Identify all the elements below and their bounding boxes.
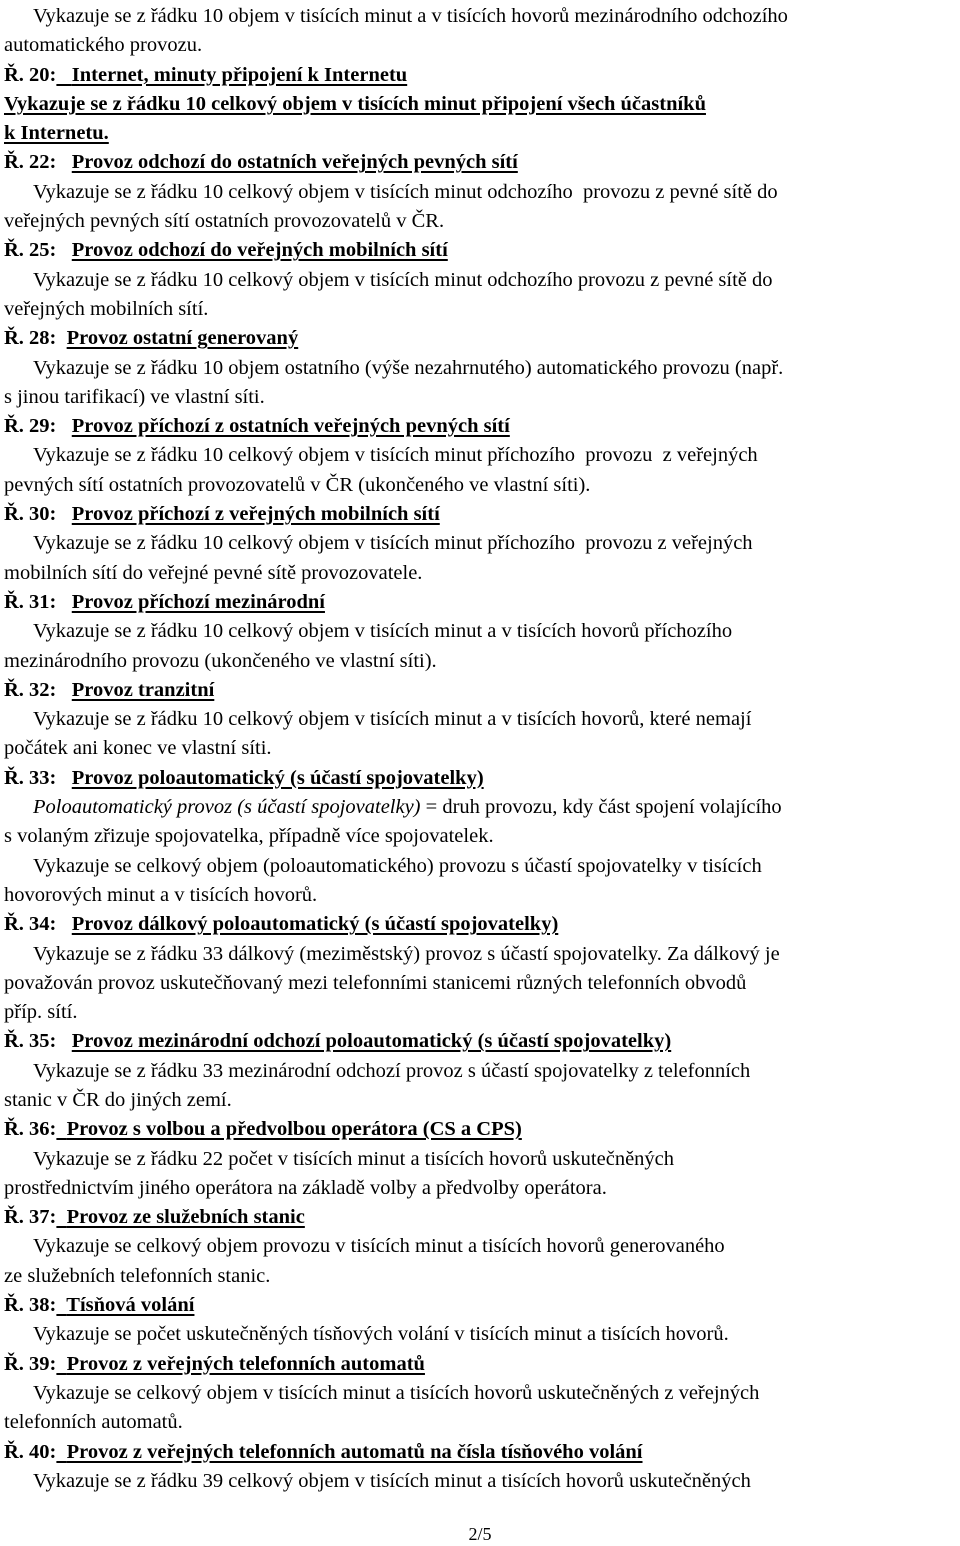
page-number: 2/5 [468,1524,492,1544]
section-heading [4,119,952,148]
section-number: Ř. 28: [4,327,57,350]
section-number: Ř. 31: [4,590,57,613]
paragraph-line: s volaným zřizuje spojovatelka, případně více spojovatelek. [4,825,494,848]
section-number: Ř. 34: [4,913,57,936]
section-number: Ř. 33: [4,766,57,789]
section-title: Provoz s volbou a předvolbou operátora (CS a CPS) [66,1118,522,1141]
paragraph-line: Vykazuje se z řádku 10 celkový objem v tisících minut příchozího provozu z veřejných [33,444,758,467]
paragraph-line: ze služebních telefonních stanic. [4,1264,271,1287]
paragraph-line: Vykazuje se z řádku 33 mezinárodní odchozí provoz s účastí spojovatelky z telefonních [33,1059,751,1082]
section-heading [4,61,952,90]
section-gap [56,64,71,86]
section-gap [56,1353,66,1375]
section-heading [4,764,952,793]
section-heading [4,412,952,441]
section-gap [56,415,71,437]
section-heading [4,90,952,119]
section-gap [56,503,71,525]
section-number: Ř. 39: [4,1352,57,1375]
paragraph-line: Vykazuje se z řádku 10 objem v tisících minut a v tisících hovorů mezinárodního odchozího [33,5,788,27]
paragraph-line: Vykazuje se z řádku 22 počet v tisících minut a tisících hovorů uskutečněných [33,1147,675,1170]
paragraph-line: Vykazuje se celkový objem (poloautomatického) provozu s účastí spojovatelky v tisících [33,854,762,877]
paragraph-line: veřejných mobilních sítí. [4,297,209,320]
paragraph-line: Vykazuje se z řádku 10 celkový objem v tisících minut příchozího provozu z veřejných [33,532,753,555]
section-title: Internet, minuty připojení k Internetu [71,63,408,86]
section-heading [4,1203,952,1232]
section-title: Provoz z veřejných telefonních automatů na čísla tísňového volání [66,1440,643,1463]
paragraph-line: pevných sítí ostatních provozovatelů v ČR (ukončeného ve vlastní síti). [4,473,591,496]
paragraph-line: Vykazuje se z řádku 33 dálkový (meziměstský) provoz s účastí spojovatelky. Za dálkový je [33,942,780,965]
section-title: Provoz odchozí do veřejných mobilních sítí [71,239,448,262]
section-heading [4,910,952,939]
section-title: Provoz příchozí z veřejných mobilních sítí [71,503,440,526]
section-number: Ř. 36: [4,1118,57,1141]
section-gap [56,1294,66,1316]
section-heading [4,236,952,265]
paragraph-line: s jinou tarifikací) ve vlastní síti. [4,385,265,408]
section-gap [56,327,66,349]
section-title: Provoz příchozí z ostatních veřejných pevných sítí [71,415,510,438]
section-number: Ř. 22: [4,151,57,174]
section-heading [4,1027,952,1056]
section-title: Tísňová volání [66,1294,195,1317]
paragraph-line: prostřednictvím jiného operátora na základě volby a předvolby operátora. [4,1176,607,1199]
section-title: Provoz ze služebních stanic [66,1206,305,1229]
section-heading [4,500,952,529]
paragraph-line: mezinárodního provozu (ukončeného ve vlastní síti). [4,649,437,672]
paragraph-line: Vykazuje se celkový objem v tisících minut a tisících hovorů uskutečněných z veřejných [33,1381,760,1404]
section-title: Vykazuje se z řádku 10 celkový objem v tisících minut připojení všech účastníků [4,92,706,115]
section-heading [4,1291,952,1320]
paragraph-line: příp. sítí. [4,1001,78,1024]
section-heading [4,1438,952,1467]
document-page [4,2,952,1496]
section-gap [56,1030,71,1052]
section-title: Provoz příchozí mezinárodní [71,590,325,613]
section-gap [56,1206,66,1228]
section-gap [56,151,71,173]
section-title: Provoz mezinárodní odchozí poloautomatický (s účastí spojovatelky) [71,1030,672,1053]
section-title: Provoz poloautomatický (s účastí spojovatelky) [71,766,484,789]
section-number: Ř. 29: [4,415,57,438]
paragraph-line: Vykazuje se z řádku 10 celkový objem v tisících minut odchozího provozu z pevné sítě do [33,268,773,291]
section-title: k Internetu. [4,122,109,145]
paragraph-line: Vykazuje se z řádku 10 celkový objem v tisících minut a v tisících hovorů, které nemají [33,708,752,731]
section-gap [56,679,71,701]
paragraph-line: stanic v ČR do jiných zemí. [4,1088,232,1111]
paragraph-line: mobilních sítí do veřejné pevné sítě provozovatele. [4,561,423,584]
section-heading [4,148,952,177]
section-number: Ř. 40: [4,1440,57,1463]
section-heading [4,324,952,353]
paragraph-line: Vykazuje se z řádku 10 objem ostatního (výše nezahrnutého) automatického provozu (např. [33,356,784,379]
section-heading [4,1350,952,1379]
defined-term: Poloautomatický provoz (s účastí spojovatelky) [33,796,421,819]
paragraph-line: veřejných pevných sítí ostatních provozovatelů v ČR. [4,210,445,233]
section-title: Provoz dálkový poloautomatický (s účastí spojovatelky) [71,913,559,936]
section-heading [4,588,952,617]
section-heading [4,676,952,705]
section-number: Ř. 20: [4,63,57,86]
paragraph-line: Vykazuje se z řádku 10 celkový objem v tisících minut odchozího provozu z pevné sítě do [33,180,778,203]
section-gap [56,1118,66,1140]
section-gap [56,1441,66,1463]
section-gap [56,591,71,613]
section-title: Provoz z veřejných telefonních automatů [66,1352,425,1375]
section-number: Ř. 38: [4,1294,57,1317]
paragraph-line: Vykazuje se z řádku 10 celkový objem v tisících minut a v tisících hovorů příchozího [33,620,733,643]
paragraph-line: Vykazuje se z řádku 39 celkový objem v tisících minut a tisících hovorů uskutečněných [33,1469,751,1492]
paragraph-line: počátek ani konec ve vlastní síti. [4,737,272,760]
section-title: Provoz odchozí do ostatních veřejných pevných sítí [71,151,518,174]
section-number: Ř. 25: [4,239,57,262]
paragraph-line [4,793,952,822]
section-number: Ř. 35: [4,1030,57,1053]
paragraph-line: hovorových minut a v tisících hovorů. [4,883,318,906]
paragraph-line: Vykazuje se celkový objem provozu v tisících minut a tisících hovorů generovaného [33,1235,725,1258]
paragraph-line: telefonních automatů. [4,1411,183,1434]
section-title: Provoz ostatní generovaný [66,327,299,350]
section-number: Ř. 30: [4,503,57,526]
paragraph-line: Vykazuje se počet uskutečněných tísňových volání v tisících minut a tisících hovorů. [33,1323,729,1346]
section-heading [4,1115,952,1144]
section-gap [56,913,71,935]
paragraph-line: automatického provozu. [4,34,203,57]
section-number: Ř. 32: [4,678,57,701]
section-number: Ř. 37: [4,1206,57,1229]
paragraph-line: považován provoz uskutečňovaný mezi telefonními stanicemi různých telefonních obvodů [4,971,747,994]
paragraph-text: = druh provozu, kdy část spojení volajícího [420,796,782,819]
section-gap [56,767,71,789]
section-gap [56,239,71,261]
section-title: Provoz tranzitní [71,678,215,701]
